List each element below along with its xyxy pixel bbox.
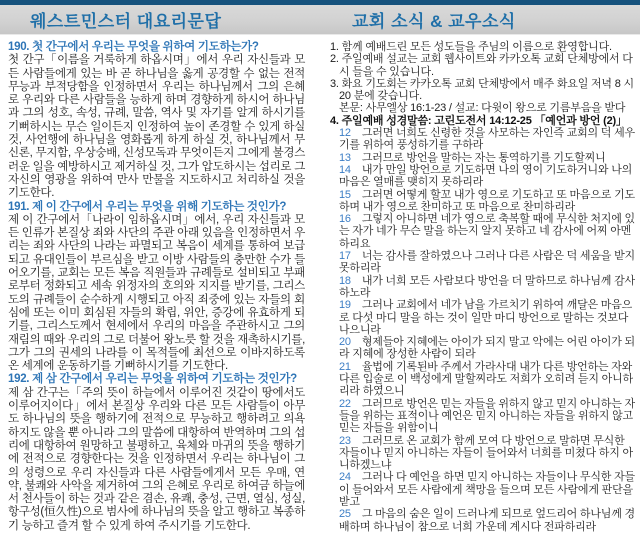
header-band bbox=[0, 5, 640, 35]
verse-text: 그러나 다 예언을 하면 믿지 아니하는 자들이나 무식한 자들이 들어와서 모든 사람에게 책망을 들으며 모든 사람에게 판단을 받고 bbox=[339, 471, 635, 508]
catechism-item-192 bbox=[8, 373, 305, 533]
sermon-title-line: 본문: 사무엘상 16:1-23 / 설교: 다윗이 왕으로 기름부음을 받다 bbox=[339, 102, 626, 115]
verse-text: 그렇지 아니하면 네가 영으로 축복할 때에 무식한 처지에 있는 자가 네가 무슨 말을 하는지 알지 못하고 네 감사에 어찌 아멘 하리요 bbox=[339, 213, 635, 250]
verse-text: 그러므로 온 교회가 함께 모여 다 방언으로 말하면 무식한 자들이나 믿지 아니하는 자들이 들어와서 너희를 미쳤다 하지 아니하겠느냐 bbox=[339, 434, 633, 472]
header-right-cell bbox=[322, 7, 640, 32]
verse-line bbox=[330, 152, 636, 164]
verse-number: 21 bbox=[339, 360, 351, 373]
catechism-question: 191. 제 이 간구에서 우리는 무엇을 위해 기도하는 것인가? bbox=[8, 200, 287, 213]
verse-number: 25 bbox=[339, 508, 351, 521]
verse-text: 너는 감사를 잘하였으나 그러나 다른 사람은 덕 세움을 받지 못하리라 bbox=[339, 250, 635, 275]
verse-line bbox=[330, 336, 636, 361]
verse-number: 13 bbox=[339, 151, 351, 164]
verse-number: 14 bbox=[339, 163, 351, 176]
verse-text: 내가 만일 방언으로 기도하면 나의 영이 기도하거니와 나의 마음은 열매를 맺히지 못하리라 bbox=[339, 163, 633, 189]
catechism-item-191 bbox=[8, 201, 305, 374]
header-left-cell bbox=[0, 7, 322, 32]
column-gap bbox=[305, 41, 330, 533]
verse-text: 그러므로 방언은 믿는 자들을 위하지 않고 믿지 아니하는 자들을 위하는 표적이나 예언은 믿지 아니하는 자들을 위하지 않고 믿는 자들을 위함이니 bbox=[339, 397, 635, 435]
verse-line bbox=[330, 299, 636, 336]
catechism-answer: 제 삼 간구는「주의 뜻이 하늘에서 이루어진 것같이 땅에서도 이루어지이다」에서 본질상 우리와 다른 모든 사람들이 아무도 하나님의 뜻을 행하기에 전적으로 무능하고 행하려고 의욕하지도 않을 뿐 아니라 그의 말씀에 대항하여 반역하며 그의 섭리에 대항하여 원망하고 불평하고, 육체와 마귀의 뜻을 행하기에 전적으로 경향한다는 것을 인정하면서 우리는 하나님이 그의 성령으로 우리 자신들과 다른 사람들에게서 모든 우매, 연약, 불쾌와 사악을 제거하여 그의 은혜로 우리로 하여금 하늘에서 천사들이 하는 것과 같은 겸손, 유쾌, 충성, 근면, 열심, 성실, 항구성(恒久性)으로 범사에 하나님의 뜻을 알고 행하고 복종하기 능하고 즐겨 할 수 있게 하여 주시기를 기도한다. bbox=[8, 386, 305, 532]
verse-number: 18 bbox=[339, 274, 351, 287]
catechism-column bbox=[8, 41, 305, 533]
verse-line bbox=[330, 471, 636, 508]
verse-number: 15 bbox=[339, 188, 351, 201]
announcement-item: 2. 주일예배 설교는 교회 웹사이트와 카카오톡 교회 단체방에서 다시 들을 수 있습니다. bbox=[330, 53, 633, 78]
verse-number: 22 bbox=[339, 397, 351, 410]
page-title-news: 교회 소식 & 교우소식 bbox=[352, 12, 516, 31]
verse-text: 형제들아 지혜에는 아이가 되지 말고 악에는 어린 아이가 되라 지혜에 장성한 사람이 되라 bbox=[339, 336, 635, 361]
verse-text: 그 마음의 숨은 일이 드러나게 되므로 엎드리어 하나님께 경배하며 하나님이 참으로 너희 가운데 계시다 전파하리라 bbox=[339, 508, 635, 533]
scripture-heading: 4. 주일예배 성경말씀: 고린도전서 14:12-25 「예언과 방언 (2)」 bbox=[330, 114, 627, 127]
verse-line bbox=[330, 508, 636, 533]
page-title-catechism: 웨스트민스터 대요리문답 bbox=[30, 12, 222, 31]
verse-text: 그러면 너희도 신령한 것을 사모하는 자인즉 교회의 덕 세우기를 위하여 풍성하기를 구하라 bbox=[339, 127, 635, 152]
verse-line bbox=[330, 127, 636, 152]
verse-line bbox=[330, 398, 636, 435]
catechism-item-190 bbox=[8, 41, 305, 201]
verse-text: 율법에 기록된바 주께서 가라사대 내가 다른 방언하는 자와 다른 입술로 이 백성에게 말할찌라도 저희가 오히려 듣지 아니하리라 하였으니 bbox=[339, 360, 633, 398]
catechism-question: 190. 첫 간구에서 우리는 무엇을 위하여 기도하는가? bbox=[8, 41, 259, 53]
verse-number: 17 bbox=[339, 250, 351, 263]
catechism-question: 192. 제 삼 간구에서 우리는 무엇을 위하여 기도하는 것인가? bbox=[8, 373, 297, 386]
verse-number: 24 bbox=[339, 471, 351, 484]
verse-line bbox=[330, 275, 636, 300]
verse-line bbox=[330, 213, 636, 250]
verse-line bbox=[330, 164, 636, 189]
verse-line bbox=[330, 361, 636, 398]
news-column bbox=[330, 41, 636, 533]
verse-number: 12 bbox=[339, 127, 351, 140]
announcement-item: 1. 함께 예배드린 모든 성도들을 주님의 이름으로 환영합니다. bbox=[330, 41, 612, 53]
verse-text: 그러나 교회에서 네가 남을 가르치기 위하여 깨달은 마음으로 다섯 마디 말을 하는 것이 일만 마디 방언으로 말하는 것보다 나으니라 bbox=[339, 299, 633, 336]
verse-number: 19 bbox=[339, 299, 351, 312]
verse-line bbox=[330, 250, 636, 275]
verse-number: 23 bbox=[339, 434, 351, 447]
announcement-item: 3. 화요 기도회는 카카오톡 교회 단체방에서 매주 화요일 저녁 8 시 20 분에 갖습니다. bbox=[330, 77, 634, 103]
catechism-answer: 첫 간구「이름을 거룩하게 하옵시며」에서 우리 자신들과 모든 사람들에게 있는 바 곧 하나님을 옳게 공경할 수 없는 전적 무능과 부적당함을 인정하면서 우리는 하나님께서 그의 은혜로 우리와 다른 사람들을 능하게 하며 경향하게 하시어 하나님과 그의 성호, 속성, 규례, 말씀, 역사 및 자기를 알게 하시기를 기뻐하시는 무슨 일이든지 인정하여 높이 존경할 수 있게 하실 것, 사언행에 하나님을 영화롭게 하게 하실 것, 하나님께서 무신론, 무지함, 우상숭배, 신성모독과 무엇이든지 그에게 불경스러운 일을 예방하시고 제거하실 것, 그가 압도하시는 섭리로 그 자신의 영광을 위하여 만사 만물을 지도하시고 처리하실 것을 기도한다. bbox=[8, 54, 305, 200]
verse-line bbox=[330, 435, 636, 472]
verse-number: 16 bbox=[339, 213, 351, 226]
verse-text: 그러므로 방언을 말하는 자는 통역하기를 기도할찌니 bbox=[361, 151, 606, 164]
verse-text: 내가 너희 모든 사람보다 방언을 더 말하므로 하나님께 감사하노라 bbox=[339, 274, 635, 299]
verse-number: 20 bbox=[339, 336, 351, 349]
catechism-answer: 제 이 간구에서「나라이 임하옵시며」에서, 우리 자신들과 모든 인류가 본질상 죄와 사단의 주관 아래 있음을 인정하면서 우리는 죄와 사단의 나라는 파멸되고 복음이 세계를 통하여 보급되고 유대인들이 부르심을 받고 이방 사람들의 충만한 수가 들어오기를, 교회는 모든 복음 직원들과 규례들로 설비되고 부패로부터 정화되고 세속 위정자의 호의와 지지를 받기를, 그리스도의 규례들이 순수하게 시행되고 아직 죄중에 있는 자들의 회심에 또는 이미 회심된 자들의 확립, 위안, 증강에 유효하게 되기를, 그리스도께서 현세에서 우리의 마음을 주관하시고 그의 재림의 때와 우리의 그로 더불어 왕노릇 할 것을 재촉하시기를, 그가 그의 권세의 나라를 이 목적들에 최선으로 이바지하도록 온 세계에 운동하기를 기뻐하시기를 기도한다. bbox=[8, 213, 305, 373]
content-columns bbox=[0, 35, 640, 533]
verse-line bbox=[330, 189, 636, 214]
verse-text: 그러면 어떻게 할꼬 내가 영으로 기도하고 또 마음으로 기도하며 내가 영으로 찬미하고 또 마음으로 찬미하리라 bbox=[339, 188, 635, 213]
